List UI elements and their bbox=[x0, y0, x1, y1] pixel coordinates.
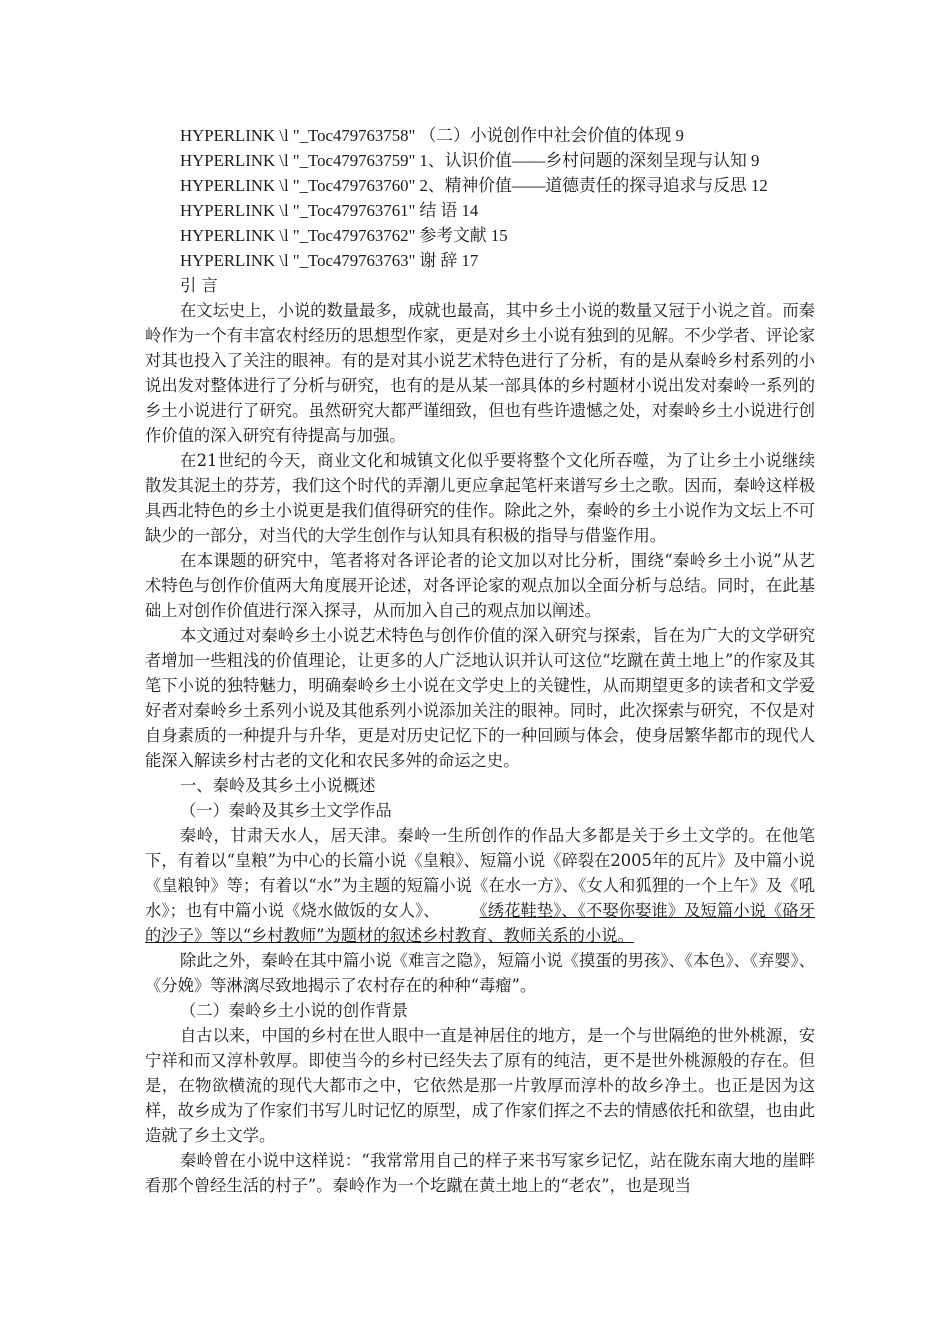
section-1-2-paragraph-1: 自古以来，中国的乡村在世人眼中一直是神居住的地方，是一个与世隔绝的世外桃源，安宁祥和而又淳朴敦厚。即使当今的乡村已经失去了原有的纯洁，更不是世外桃源般的存在。但是，在物欲横流的现代大都市之中，它依然是那一片敦厚而淳朴的故乡净土。也正是因为这样，故乡成为了作家们书写儿时记忆的原型，成了作家们挥之不去的情感依托和欲望，也由此造就了乡土文学。 bbox=[145, 1026, 815, 1145]
section-1-1-paragraph-2: 除此之外，秦岭在其中篇小说《难言之隐》，短篇小说《摸蛋的男孩》、《本色》、《弃婴》、《分娩》等淋漓尽致地揭示了农村存在的种种“毒瘤”。 bbox=[145, 951, 815, 995]
intro-paragraph-4: 本文通过对秦岭乡土小说艺术特色与创作价值的深入研究与探索，旨在为广大的文学研究者增加一些粗浅的价值理论，让更多的人广泛地认识并认可这位“圪蹴在黄土地上”的作家及其笔下小说的独特魅力，明确秦岭乡土小说在文学史上的关键性，从而期望更多的读者和文学爱好者对秦岭乡土系列小说及其他系列小说添加关注的眼神。同时，此次探索与研究，不仅是对自身素质的一种提升与升华，更是对历史记忆下的一种回顾与体会，使身居繁华都市的现代人能深入解读乡村古老的文化和农民多舛的命运之史。 bbox=[145, 626, 815, 770]
section-1-1-paragraph-1 bbox=[145, 823, 815, 948]
section-1-2-paragraph-2: 秦岭曾在小说中这样说：“我常常用自己的样子来书写家乡记忆，站在陇东南大地的崖畔看那个曾经生活的村子”。秦岭作为一个圪蹴在黄土地上的“老农”，也是现当 bbox=[145, 1151, 815, 1195]
toc-entry[interactable]: HYPERLINK \l "_Toc479763761" 结 语 14 bbox=[180, 201, 479, 220]
section-1-1-heading: （一）秦岭及其乡土文学作品 bbox=[180, 801, 392, 820]
section-1-heading: 一、秦岭及其乡土小说概述 bbox=[180, 776, 376, 795]
works-list-text: 秦岭，甘肃天水人，居天津。秦岭一生所创作的作品大多都是关于乡土文学的。在他笔下，有着以“皇粮”为中心的长篇小说《皇粮》、短篇小说《碎裂在2005年的瓦片》及中篇小说《皇粮钟》等；有着以“水”为主题的短篇小说《在水一方》、《女人和狐狸的一个上午》及《吼水》；也有中篇小说《烧水做饭的女人》、 bbox=[145, 826, 815, 920]
intro-paragraph-2: 在21世纪的今天，商业文化和城镇文化似乎要将整个文化所吞噬，为了让乡土小说继续散发其泥土的芬芳，我们这个时代的弄潮儿更应拿起笔杆来谱写乡土之歌。因而，秦岭这样极具西北特色的乡土小说更是我们值得研究的佳作。除此之外，秦岭的乡土小说作为文坛上不可缺少的一部分，对当代的大学生创作与认知具有积极的指导与借鉴作用。 bbox=[145, 451, 815, 545]
section-1-2-heading: （二）秦岭乡土小说的创作背景 bbox=[180, 1001, 408, 1020]
intro-heading: 引 言 bbox=[180, 276, 218, 295]
intro-paragraph-3: 在本课题的研究中，笔者将对各评论者的论文加以对比分析，围绕“秦岭乡土小说”从艺术特色与创作价值两大角度展开论述，对各评论家的观点加以全面分析与总结。同时，在此基础上对创作价值进行深入探寻，从而加入自己的观点加以阐述。 bbox=[145, 551, 815, 620]
teacher-works-text: 《绣花鞋垫》、《不娶你娶谁》及短篇小说《硌牙的沙子》等以“乡村教师”为题材的叙述乡村教育、教师关系的小说。 bbox=[145, 901, 815, 945]
document-body bbox=[145, 123, 815, 1198]
intro-paragraph-1: 在文坛史上，小说的数量最多，成就也最高，其中乡土小说的数量又冠于小说之首。而秦岭作为一个有丰富农村经历的思想型作家，更是对乡土小说有独到的见解。不少学者、评论家对其也投入了关注的眼神。有的是对其小说艺术特色进行了分析，有的是从秦岭乡村系列的小说出发对整体进行了分析与研究，也有的是从某一部具体的乡村题材小说出发对秦岭一系列的乡土小说进行了研究。虽然研究大都严谨细致，但也有些许遗憾之处，对秦岭乡土小说进行创作价值的深入研究有待提高与加强。 bbox=[145, 301, 815, 445]
toc-entry[interactable]: HYPERLINK \l "_Toc479763762" 参考文献 15 bbox=[180, 226, 508, 245]
toc-entry[interactable]: HYPERLINK \l "_Toc479763758" （二）小说创作中社会价值的体现 9 bbox=[180, 126, 684, 145]
toc-entry[interactable]: HYPERLINK \l "_Toc479763759" 1、认识价值——乡村问题的深刻呈现与认知 9 bbox=[180, 151, 760, 170]
toc-entry[interactable]: HYPERLINK \l "_Toc479763763" 谢 辞 17 bbox=[180, 251, 479, 270]
toc-entry[interactable]: HYPERLINK \l "_Toc479763760" 2、精神价值——道德责任的探寻追求与反思 12 bbox=[180, 176, 768, 195]
